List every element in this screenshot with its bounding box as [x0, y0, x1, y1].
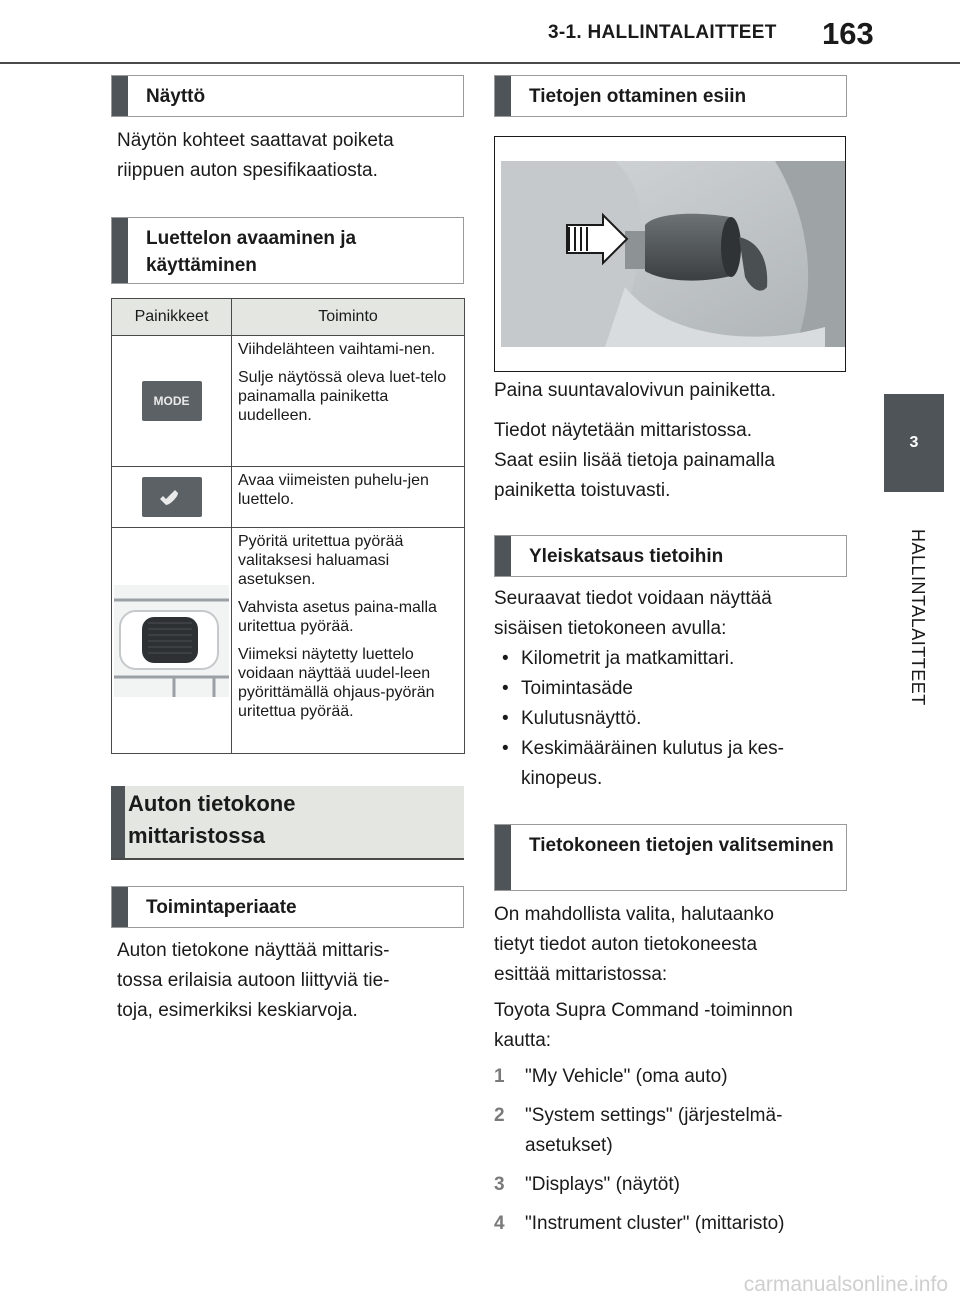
list-heading: Luettelon avaaminen ja käyttäminen [111, 217, 464, 284]
chapter-tab: 3 [884, 394, 944, 492]
table-row: MODE Viihdelähteen vaihtami-nen. Sulje näytössä oleva luet-telo painamalla painiketta uudelleen. [112, 336, 465, 467]
chapter-tab-label: HALLINTALAITTEET [908, 529, 928, 706]
retrieve-heading: Tietojen ottaminen esiin [494, 75, 847, 117]
naytto-text: Näytön kohteet saattavat poiketa riippuen auton spesifikaatiosta. [117, 130, 394, 181]
list-item: • Kilometrit ja matkamittari. [494, 644, 849, 674]
principle-text: Auton tietokone näyttää mittaris- tossa erilaisia autoon liittyviä tie- toja, esimerkiksi keskiarvoja. [117, 940, 390, 1021]
running-header: 3-1. HALLINTALAITTEET [548, 22, 777, 43]
table-row: Pyöritä uritettua pyörää valitaksesi haluamasi asetuksen. Vahvista asetus paina-malla uritettua pyörää. Viimeksi näytetty luettelo voidaan näyttää uudel-leen pyörittämällä ohjaus-pyörän uritettua pyörää. [112, 528, 465, 754]
select-text: On mahdollista valita, halutaanko tietyt tiedot auton tietokoneesta esittää mittaristossa: Toyota Supra Command -toiminnon kautta: 1 "My Vehicle" (oma auto) 2 "System settings" (järjestelmä-asetukset) 3 "Displays" (näytöt) 4 "Instrument cluster" (mittaristo) [494, 900, 849, 1248]
mode-button-icon: MODE [142, 381, 202, 421]
controls-table [111, 298, 465, 754]
list-item: 2 "System settings" (järjestelmä-asetukset) [494, 1105, 783, 1156]
naytto-heading: Näyttö [111, 75, 464, 117]
select-heading: Tietokoneen tietojen valitseminen [494, 824, 847, 891]
list-item: • Kulutusnäyttö. [494, 704, 849, 734]
overview-list [494, 644, 849, 794]
steps-list [494, 1062, 849, 1239]
overview-heading: Yleiskatsaus tietoihin [494, 535, 847, 577]
list-item: • Keskimääräinen kulutus ja kes-kinopeus. [494, 734, 849, 794]
header-rule [0, 62, 960, 64]
retrieve-text: Paina suuntavalovivun painiketta. Tiedot näytetään mittaristossa. Saat esiin lisää tietoja painamalla painiketta toistuvasti. [494, 380, 777, 501]
page-number: 163 [822, 16, 874, 51]
overview-text: Seuraavat tiedot voidaan näyttää sisäisen tietokoneen avulla: • Kilometrit ja matkamittari. • Toimintasäde • Kulutusnäyttö. • Keskimääräinen kulutus ja kes-kinopeus. [494, 584, 849, 794]
list-item: 4 "Instrument cluster" (mittaristo) [494, 1213, 785, 1234]
table-row: Avaa viimeisten puhelu-jen luettelo. [112, 467, 465, 528]
col-header-function: Toiminto [232, 299, 465, 336]
list-item: 1 "My Vehicle" (oma auto) [494, 1066, 728, 1087]
watermark: carmanualsonline.info [743, 1273, 948, 1296]
phone-icon [142, 477, 202, 517]
computer-heading: Auton tietokone mittaristossa [111, 786, 464, 860]
turn-signal-lever-illustration [494, 136, 846, 372]
list-item: 3 "Displays" (näytöt) [494, 1174, 680, 1195]
list-item: • Toimintasäde [494, 674, 849, 704]
principle-heading: Toimintaperiaate [111, 886, 464, 928]
col-header-buttons: Painikkeet [112, 299, 232, 336]
knurled-wheel-image [114, 585, 229, 697]
